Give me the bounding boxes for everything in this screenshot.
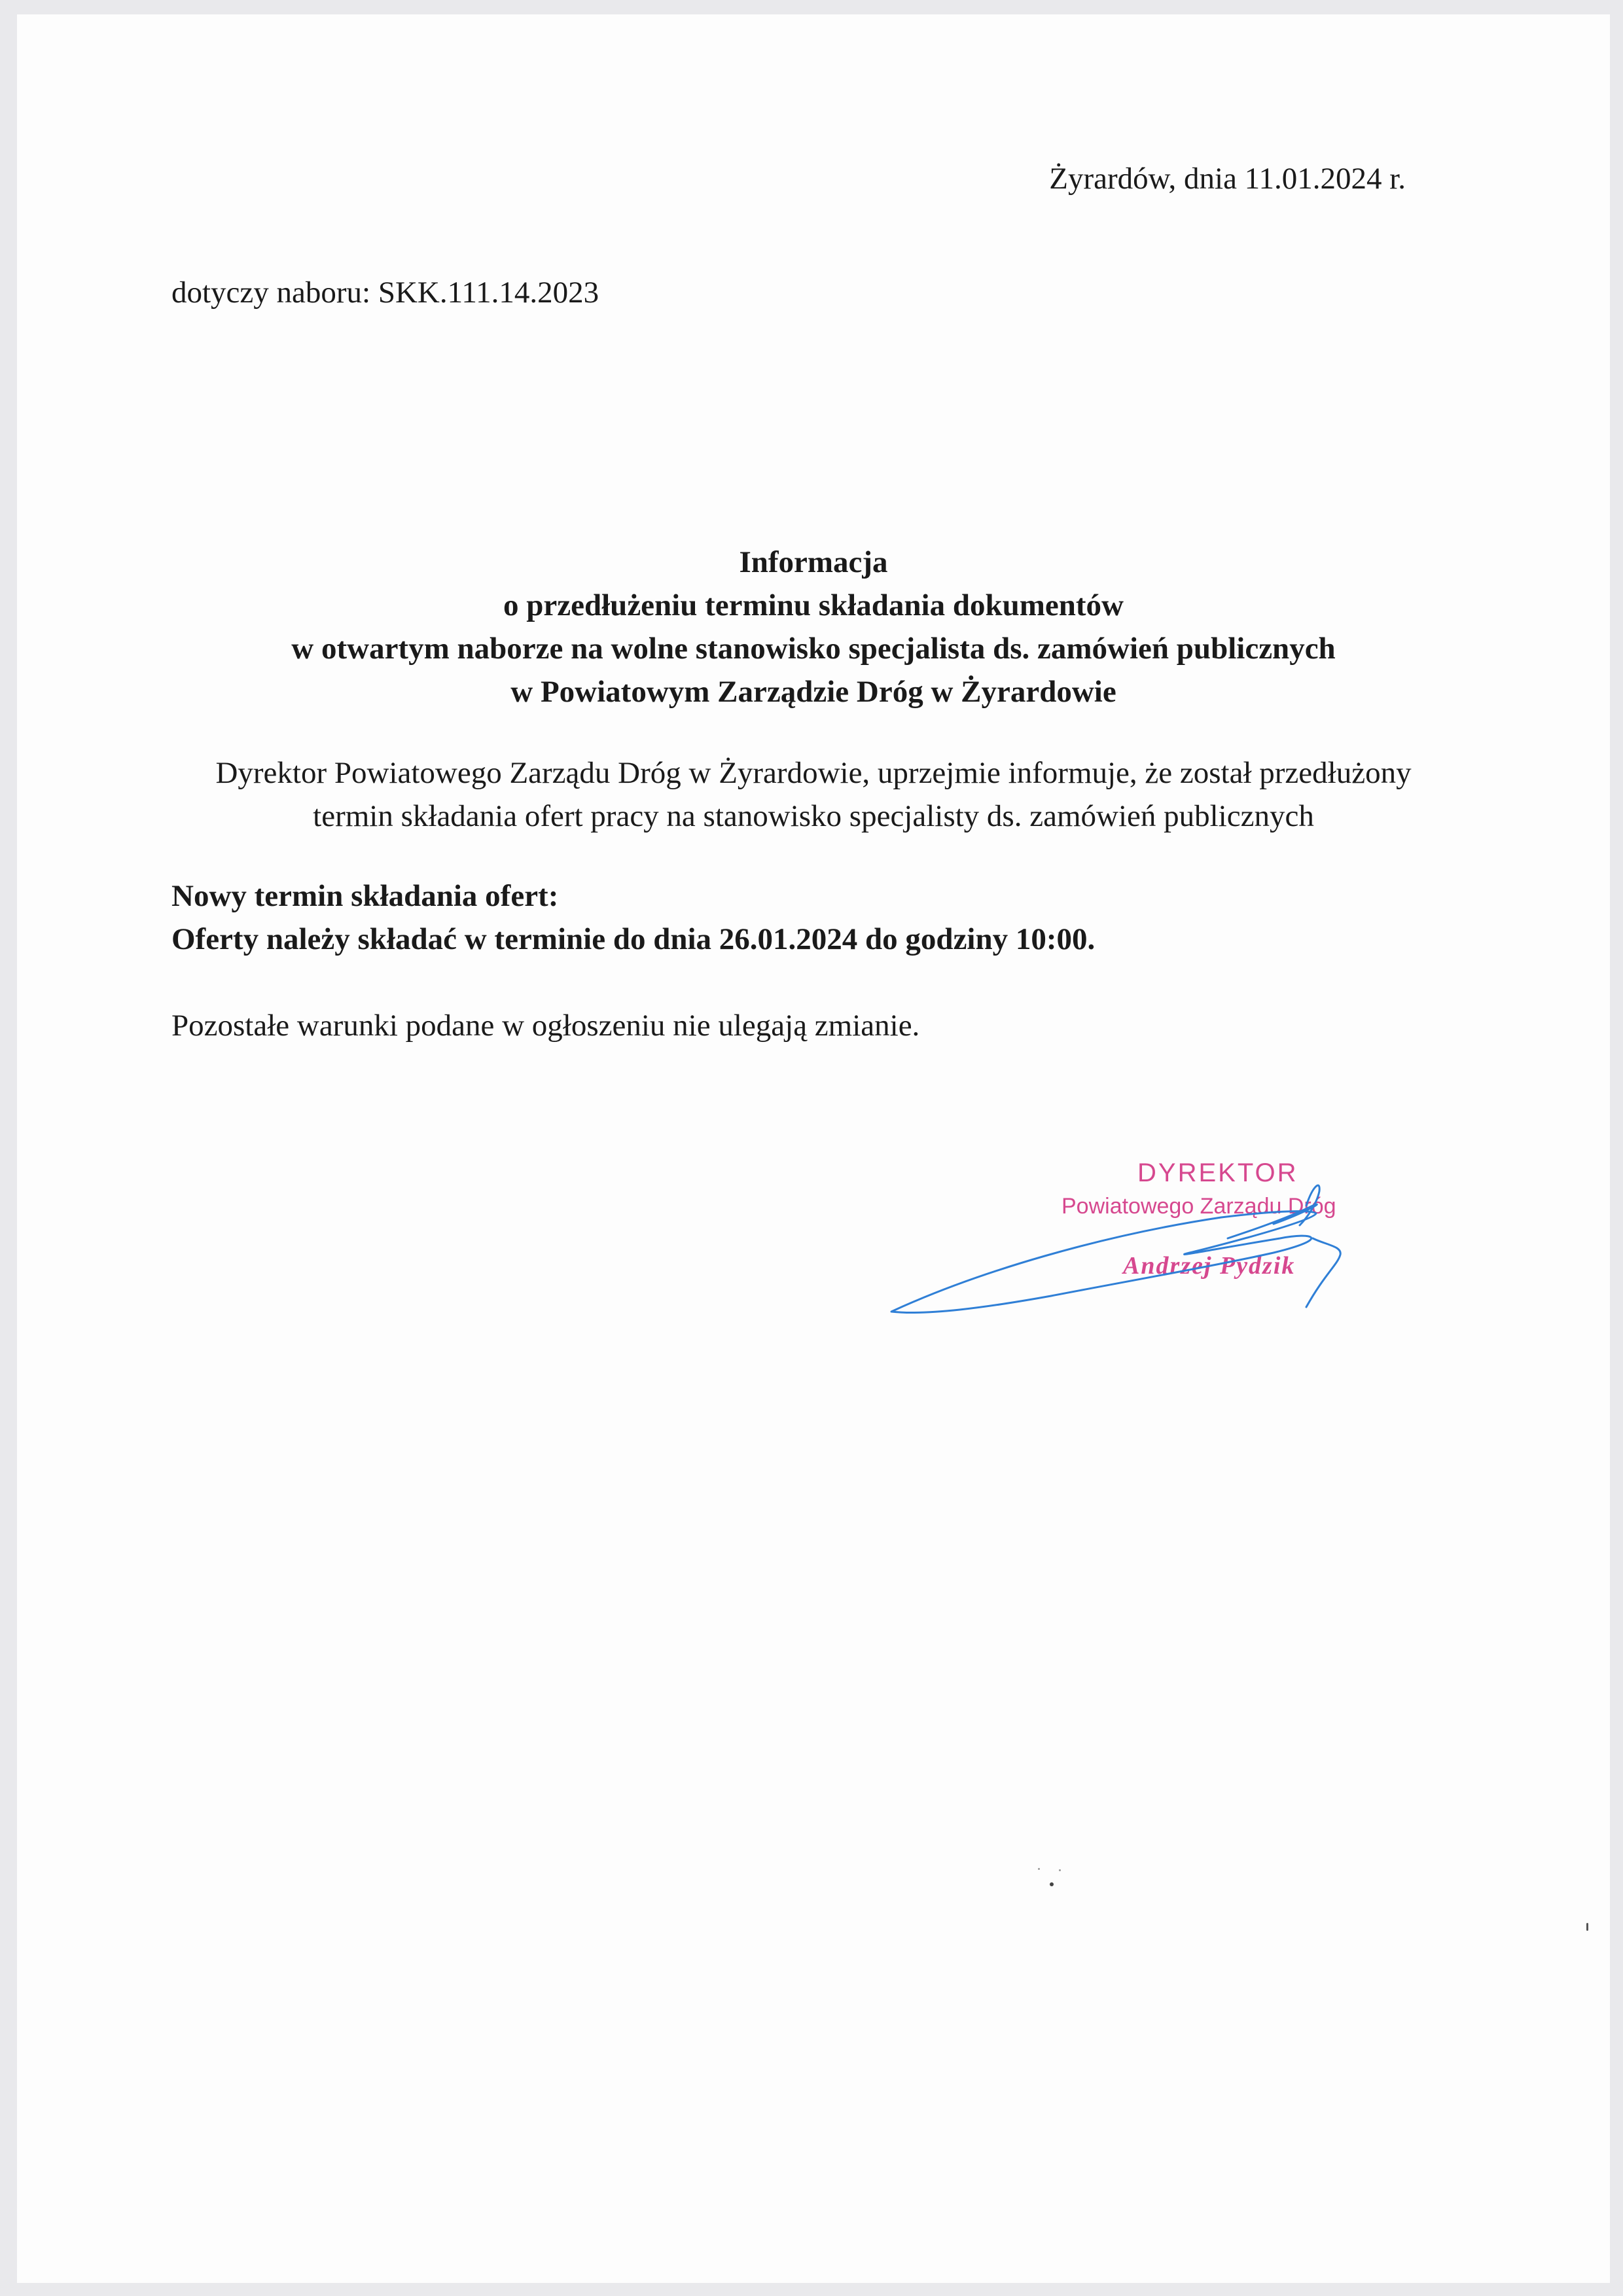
deadline-block: [171, 874, 1095, 961]
intro-line: termin składania ofert pracy na stanowisko specjalisty ds. zamówień publicznych: [313, 799, 1314, 833]
deadline-heading: Nowy termin składania ofert:: [171, 879, 559, 913]
scan-speck: [1059, 1869, 1061, 1871]
scan-speck: [1050, 1882, 1054, 1886]
scan-speck: [1038, 1868, 1040, 1870]
stamp-name: Andrzej Pydzik: [1123, 1252, 1296, 1280]
director-stamp: [855, 1140, 1444, 1350]
document-page: [17, 14, 1610, 2283]
handwritten-signature: [855, 1140, 1444, 1350]
heading-line: o przedłużeniu terminu składania dokumentów: [503, 588, 1124, 622]
intro-line: Dyrektor Powiatowego Zarządu Dróg w Żyrardowie, uprzejmie informuje, że został przedłużony: [215, 756, 1412, 790]
intro-paragraph: [17, 751, 1610, 838]
closing-paragraph: Pozostałe warunki podane w ogłoszeniu nie ulegają zmianie.: [171, 1009, 920, 1043]
stamp-organization: Powiatowego Zarządu Dróg: [1061, 1194, 1336, 1219]
scan-speck: [1586, 1923, 1588, 1931]
deadline-text: Oferty należy składać w terminie do dnia 26.01.2024 do godziny 10:00.: [171, 922, 1096, 956]
stamp-title: DYREKTOR: [1137, 1158, 1298, 1187]
place-date: Żyrardów, dnia 11.01.2024 r.: [1049, 162, 1406, 196]
heading-line: w Powiatowym Zarządzie Dróg w Żyrardowie: [510, 675, 1116, 709]
document-heading: [17, 541, 1610, 713]
recruitment-reference: dotyczy naboru: SKK.111.14.2023: [171, 276, 599, 310]
heading-line: Informacja: [739, 545, 888, 579]
heading-line: w otwartym naborze na wolne stanowisko specjalista ds. zamówień publicznych: [291, 632, 1336, 666]
